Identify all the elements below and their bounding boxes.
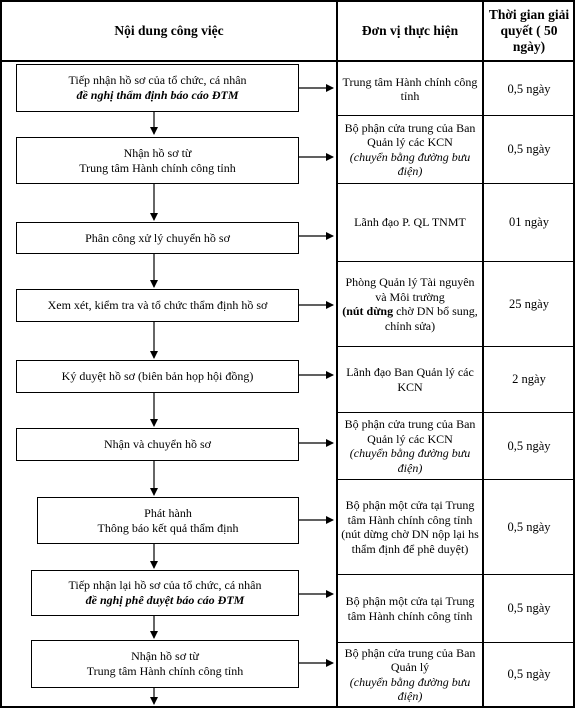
- unit-cell: [340, 643, 480, 706]
- unit-text: Lãnh đạo Ban Quản lý các KCN: [346, 365, 474, 394]
- unit-note: (nút dừng chờ DN nộp lại hs thẩm định để phê duyệt): [341, 527, 479, 556]
- unit-note-bold: (nút dừng: [342, 304, 394, 318]
- unit-text: Lãnh đạo P. QL TNMT: [354, 215, 466, 230]
- header-unit: Đơn vị thực hiện: [361, 23, 459, 38]
- unit-text: Trung tâm Hành chính công tỉnh: [342, 74, 478, 103]
- unit-note: (chuyển bằng đường bưu điện): [349, 149, 471, 178]
- step-text: Tiếp nhận lại hồ sơ của tổ chức, cá nhân: [68, 578, 262, 592]
- unit-text: Bộ phận một cửa tại Trung tâm Hành chính công tỉnh: [345, 594, 475, 623]
- step-box: [16, 360, 299, 393]
- unit-note: (chuyển bằng đường bưu điện): [349, 446, 471, 475]
- unit-note-rest: chờ DN bổ sung, chỉnh sửa): [384, 304, 478, 333]
- header-time: Thời gian giải quyết ( 50 ngày): [488, 7, 570, 54]
- step-text: Nhận hồ sơ từ: [131, 649, 199, 663]
- step-text: Phân công xử lý chuyển hồ sơ: [85, 230, 230, 245]
- step-box: [31, 640, 299, 688]
- step-box: [16, 64, 299, 112]
- unit-text: Bộ phận cửa trung của Ban Quản lý: [344, 645, 476, 674]
- time-cell: 0,5 ngày: [507, 142, 551, 156]
- unit-cell: [340, 116, 480, 183]
- unit-text: Bộ phận một cửa tại Trung tâm Hành chính công tỉnh: [345, 498, 475, 527]
- step-text: Xem xét, kiểm tra và tổ chức thẩm định hồ sơ: [47, 298, 268, 312]
- step-text-emphasis: đề nghị thẩm định báo cáo ĐTM: [76, 88, 239, 102]
- step-box: [31, 570, 299, 616]
- unit-cell: [340, 575, 480, 642]
- time-cell: 0,5 ngày: [507, 438, 551, 453]
- unit-text: Bộ phận cửa trung của Ban Quản lý các KCN: [344, 120, 476, 149]
- step-text: Trung tâm Hành chính công tỉnh: [86, 664, 244, 678]
- step-text: Phát hành: [144, 505, 192, 520]
- header-task: Nội dung công việc: [114, 23, 224, 38]
- unit-note: [340, 304, 480, 333]
- time-cell: 0,5 ngày: [507, 667, 551, 681]
- unit-cell: [340, 262, 480, 346]
- unit-cell: [340, 184, 480, 261]
- step-text-emphasis: đề nghị phê duyệt báo cáo ĐTM: [85, 593, 245, 607]
- time-cell: 01 ngày: [509, 215, 549, 229]
- unit-cell: [340, 63, 480, 115]
- step-text: Ký duyệt hồ sơ (biên bản họp hội đồng): [61, 369, 254, 383]
- unit-cell: [340, 347, 480, 412]
- step-text: Nhận hồ sơ từ: [123, 145, 192, 160]
- unit-note: (chuyển bằng đường bưu điện): [349, 674, 471, 703]
- time-cell: 0,5 ngày: [507, 519, 551, 534]
- step-box: [16, 222, 299, 254]
- step-box: [37, 497, 299, 544]
- step-box: [16, 289, 299, 322]
- step-box: [16, 428, 299, 461]
- unit-cell: [340, 480, 480, 574]
- unit-text: Phòng Quản lý Tài nguyên và Môi trường: [345, 275, 475, 304]
- time-cell: 0,5 ngày: [507, 81, 551, 96]
- step-text: Trung tâm Hành chính công tỉnh: [79, 160, 236, 175]
- step-text: Nhận và chuyển hồ sơ: [104, 437, 211, 451]
- unit-text: Bộ phận cửa trung của Ban Quản lý các KCN: [344, 417, 476, 446]
- step-text: Thông báo kết quả thẩm định: [97, 520, 239, 535]
- time-cell: 0,5 ngày: [507, 601, 551, 615]
- step-box: [16, 137, 299, 184]
- time-cell: 2 ngày: [512, 372, 546, 386]
- unit-cell: [340, 413, 480, 479]
- step-text: Tiếp nhận hồ sơ của tổ chức, cá nhân: [68, 73, 247, 87]
- time-cell: 25 ngày: [509, 296, 549, 311]
